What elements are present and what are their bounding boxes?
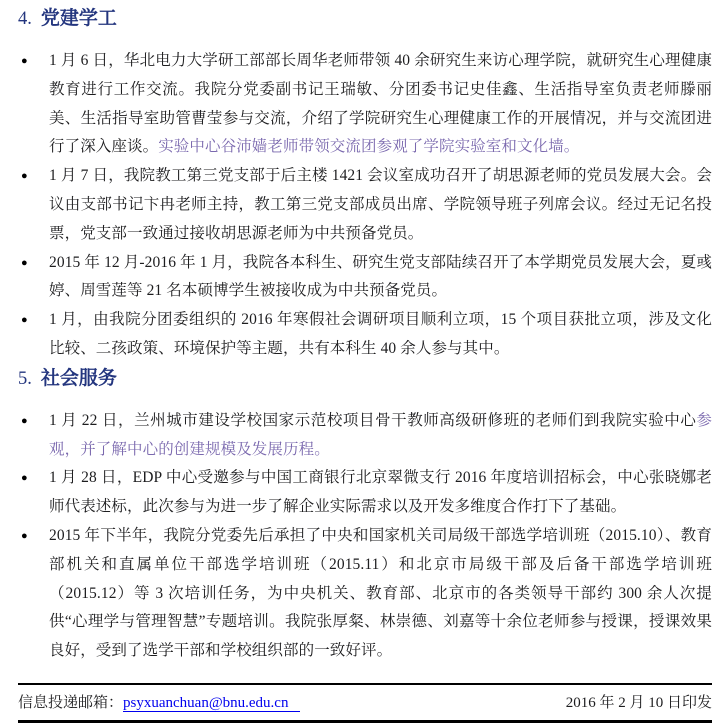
footer-email-label: 信息投递邮箱：: [18, 695, 124, 711]
section-title: 社会服务: [40, 366, 117, 389]
body-text: 1 月 6 日，华北电力大学研工部部长周华老师带领 40 余研究生来访心理学院，就研究生心理健康教育进行工作交流。我院分党委副书记王瑞敏、分团委书记史佳鑫、生活指导室负责老师滕丽美、生活指导室助管曹莹参与交流，介绍了学院研究生心理健康工作的开展情况，并与交流团进行了深入座谈。: [49, 52, 712, 156]
paragraph-text: [49, 464, 712, 522]
list-item: [18, 522, 712, 666]
paragraph-text: [49, 162, 712, 248]
body-text: 1 月 28 日，EDP 中心受邀参与中国工商银行北京翠微支行 2016 年度培训招标会，中心张晓娜老师代表述标，此次参与为进一步了解企业实际需求以及开发多维度合作打下了基础。: [49, 469, 712, 516]
list-item: [18, 249, 712, 307]
list-item: [18, 162, 712, 248]
body-text: 2015 年 12 月-2016 年 1 月，我院各本科生、研究生党支部陆续召开了本学期党员发展大会，夏彧婷、周雪莲等 21 名本硕博学生被接收成为中共预备党员。: [49, 253, 712, 300]
bullet-icon: ●: [21, 256, 28, 269]
section-heading: [18, 366, 712, 391]
section-number: 4.: [18, 9, 32, 29]
bullet-icon: ●: [21, 472, 28, 485]
section-number: 5.: [18, 368, 32, 389]
email-link[interactable]: psyxuanchuan@bnu.edu.cn: [123, 695, 300, 712]
bullet-icon: ●: [21, 414, 28, 427]
body-text: 1 月 7 日，我院教工第三党支部于后主楼 1421 会议室成功召开了胡思源老师的党员发展大会。会议由支部书记卞冉老师主持，教工第三党支部成员出席、学院领导班子列席会议。经过无记名投票，党支部一致通过接收胡思源老师为中共预备党员。: [49, 167, 712, 242]
body-text: 1 月，由我院分团委组织的 2016 年寒假社会调研项目顺利立项，15 个项目获批立项，涉及文化比较、二孩政策、环境保护等主题，共有本科生 40 余人参与其中。: [49, 311, 712, 357]
bullet-list: [18, 47, 712, 364]
bullet-icon: ●: [21, 529, 28, 542]
bullet-icon: ●: [21, 314, 28, 327]
print-date: 2016 年 2 月 10 日印发: [565, 695, 712, 711]
list-item: [18, 464, 712, 522]
section-party-building: [18, 6, 712, 364]
paragraph-text: [49, 522, 712, 666]
footer: [18, 683, 712, 723]
list-item: [18, 407, 712, 465]
section-heading: [18, 6, 712, 31]
list-item: [18, 47, 712, 162]
list-item: [18, 306, 712, 364]
bullet-icon: ●: [21, 55, 28, 67]
paragraph-text: [49, 249, 712, 307]
body-text: 2015 年下半年，我院分党委先后承担了中央和国家机关司局级干部选学培训班（2015.10）、教育部机关和直属单位干部选学培训班（2015.11）和北京市局级干部及后备干部选学培训班（2015.12）等 3 次培训任务，为中央机关、教育部、北京市的各类领导干部约 300 余人次提供“心理学与管理智慧”专题培训。我院张厚粲、林崇德、刘嘉等十余位老师参与授课，授课效果良好，受到了选学干部和学校组织部的一致好评。: [49, 526, 712, 660]
bullet-list: [18, 407, 712, 666]
paragraph-text: [49, 306, 712, 364]
paragraph-text: [49, 47, 712, 162]
paragraph-text: [49, 407, 712, 465]
highlight-text: 参观，并了解中心的创建规模及发展历程。: [49, 411, 712, 458]
footer-email: [18, 692, 300, 714]
body-text: 1 月 22 日，兰州城市建设学校国家示范校项目骨干教师高级研修班的老师们到我院实验中心: [49, 411, 697, 429]
highlight-text: 实验中心谷沛嫱老师带领交流团参观了学院实验室和文化墙。: [158, 138, 580, 156]
bullet-icon: ●: [21, 170, 28, 183]
section-title: 党建学工: [40, 7, 117, 29]
section-social-service: [18, 366, 712, 666]
